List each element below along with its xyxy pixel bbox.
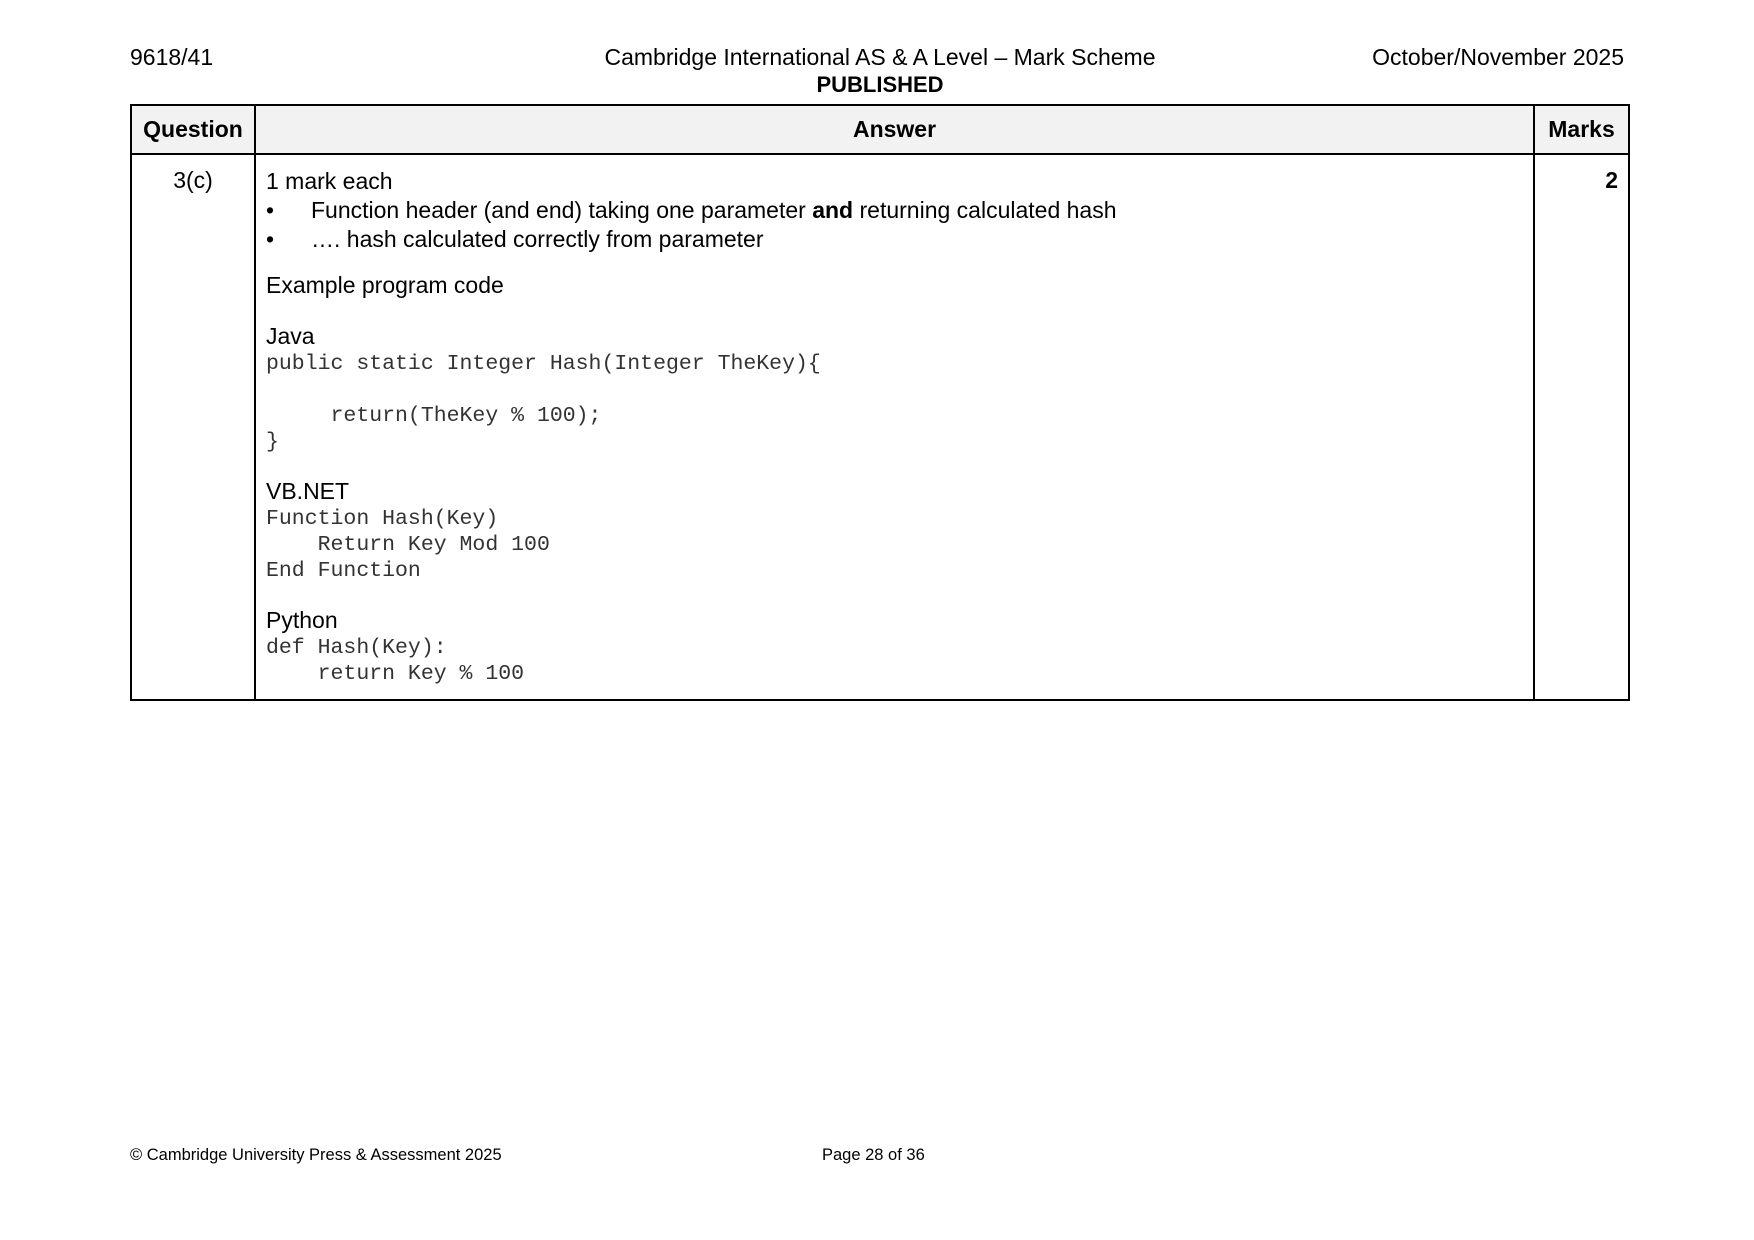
python-code-line: def Hash(Key): bbox=[266, 636, 447, 660]
marks-value: 2 bbox=[1534, 154, 1629, 700]
vbnet-code-line: Function Hash(Key) bbox=[266, 507, 499, 531]
question-number: 3(c) bbox=[131, 154, 255, 700]
bullet-item bbox=[266, 196, 1523, 225]
bullet-icon: • bbox=[266, 226, 275, 252]
vbnet-code-line: Return Key Mod 100 bbox=[266, 533, 550, 557]
document-title: Cambridge International AS & A Level – Mark Scheme bbox=[604, 44, 1156, 70]
bold-emphasis: and bbox=[812, 197, 854, 223]
java-code-line: } bbox=[266, 430, 279, 454]
bullet-item bbox=[266, 225, 1523, 254]
java-code-line: public static Integer Hash(Integer TheKey){ bbox=[266, 352, 821, 376]
example-heading: Example program code bbox=[266, 272, 504, 298]
question-column-header: Question bbox=[131, 105, 255, 154]
bullet-text: Function header (and end) taking one parameter and returning calculated hash bbox=[311, 197, 1117, 223]
copyright-notice: © Cambridge University Press & Assessment 2025 bbox=[130, 1146, 502, 1164]
mark-scheme-table bbox=[130, 104, 1630, 701]
java-code-line: return(TheKey % 100); bbox=[266, 404, 602, 428]
answer-cell bbox=[255, 154, 1534, 700]
page-number: Page 28 of 36 bbox=[822, 1146, 925, 1164]
java-label: Java bbox=[266, 323, 315, 349]
marks-column-header: Marks bbox=[1534, 105, 1629, 154]
exam-session: October/November 2025 bbox=[1372, 44, 1624, 70]
mark-allocation-intro: 1 mark each bbox=[266, 168, 393, 194]
answer-column-header: Answer bbox=[255, 105, 1534, 154]
python-label: Python bbox=[266, 607, 338, 633]
table-row bbox=[131, 154, 1629, 700]
paper-code: 9618/41 bbox=[130, 44, 214, 70]
published-label: PUBLISHED bbox=[816, 72, 944, 97]
bullet-icon: • bbox=[266, 197, 275, 223]
bullet-text: …. hash calculated correctly from parameter bbox=[311, 226, 764, 252]
vbnet-label: VB.NET bbox=[266, 478, 350, 504]
document-title-block bbox=[500, 44, 1260, 98]
python-code-line: return Key % 100 bbox=[266, 662, 525, 686]
vbnet-code-line: End Function bbox=[266, 559, 421, 583]
table-header-row bbox=[131, 105, 1629, 154]
